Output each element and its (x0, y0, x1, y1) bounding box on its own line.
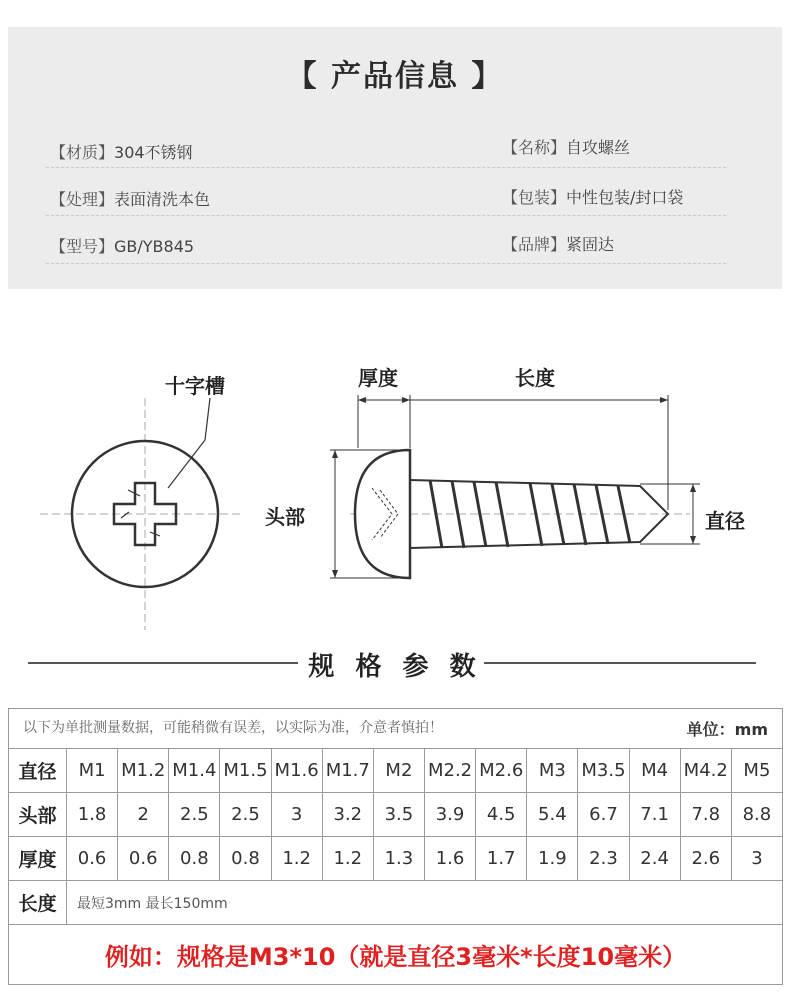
treatment-value: 表面清洗本色 (114, 190, 211, 209)
brand-key: 【品牌】 (502, 235, 567, 254)
model-value: GB/YB845 (114, 237, 195, 256)
screw-diagram (0, 300, 790, 630)
row-header: 头部 (9, 793, 67, 837)
spec-cell: 1.9 (527, 837, 578, 881)
note-text: 以下为单批测量数据，可能稍微有误差，以实际为准，介意者慎拍！ (23, 720, 443, 736)
thickness-row (9, 837, 783, 881)
material-field (50, 140, 193, 163)
spec-cell: 1.7 (476, 837, 527, 881)
example-text: 例如：规格是M3*10（就是直径3毫米*长度10毫米） (9, 925, 783, 985)
spec-cell: M2.6 (476, 749, 527, 793)
spec-cell: 3.5 (373, 793, 424, 837)
head-row (9, 793, 783, 837)
thickness-label: 厚度 (358, 366, 398, 390)
screw-drawing (0, 300, 790, 630)
diameter-label: 直径 (705, 509, 745, 533)
product-info-title: 【 产品信息 】 (286, 59, 504, 94)
spec-cell: 1.8 (67, 793, 118, 837)
package-key: 【包装】 (502, 188, 567, 207)
spec-cell: 1.3 (373, 837, 424, 881)
spec-table (8, 708, 783, 985)
spec-cell: M2.2 (424, 749, 475, 793)
spec-cell: 1.6 (424, 837, 475, 881)
spec-cell: 2.5 (220, 793, 271, 837)
spec-cell: 2.5 (169, 793, 220, 837)
divider (46, 167, 726, 168)
name-value: 自攻螺丝 (566, 138, 631, 157)
material-value: 304不锈钢 (114, 143, 193, 162)
spec-cell: 3.2 (322, 793, 373, 837)
divider (46, 263, 726, 264)
treatment-field (50, 187, 210, 210)
spec-cell: 2.4 (629, 837, 680, 881)
name-key: 【名称】 (502, 138, 567, 157)
spec-cell: M1.5 (220, 749, 271, 793)
spec-cell: M3.5 (578, 749, 629, 793)
spec-cell: 4.5 (476, 793, 527, 837)
spec-title: 规 格 参 数 (308, 652, 482, 682)
spec-cell: M4.2 (680, 749, 731, 793)
diameter-row (9, 749, 783, 793)
spec-cell: 3 (731, 837, 782, 881)
package-field (502, 185, 683, 208)
spec-cell: M1 (67, 749, 118, 793)
name-field (502, 135, 630, 158)
spec-cell: 2.3 (578, 837, 629, 881)
spec-cell: M1.6 (271, 749, 322, 793)
divider (46, 215, 726, 216)
row-header: 厚度 (9, 837, 67, 881)
brand-value: 紧固达 (566, 235, 615, 254)
note-row (9, 709, 783, 749)
package-value: 中性包装/封口袋 (566, 188, 684, 207)
spec-cell: 0.8 (220, 837, 271, 881)
screw-side-view (330, 395, 700, 578)
head-top-view (40, 398, 240, 630)
spec-cell: M2 (373, 749, 424, 793)
unit-text: 单位：mm (686, 720, 768, 739)
spec-cell: 1.2 (322, 837, 373, 881)
spec-cell: M5 (731, 749, 782, 793)
spec-heading (0, 640, 790, 686)
brand-field (502, 232, 614, 255)
spec-cell: 2 (118, 793, 169, 837)
spec-cell: 6.7 (578, 793, 629, 837)
spec-cell: 2.6 (680, 837, 731, 881)
divider (484, 662, 756, 664)
spec-cell: M1.7 (322, 749, 373, 793)
spec-cell: 8.8 (731, 793, 782, 837)
spec-cell: 7.1 (629, 793, 680, 837)
example-row (9, 925, 783, 985)
spec-cell: M3 (527, 749, 578, 793)
model-key: 【型号】 (50, 237, 115, 256)
product-info-panel (8, 27, 782, 289)
cross-slot-label: 十字槽 (165, 374, 225, 398)
spec-cell: 3.9 (424, 793, 475, 837)
spec-cell: 0.6 (67, 837, 118, 881)
spec-cell: M4 (629, 749, 680, 793)
spec-cell: 1.2 (271, 837, 322, 881)
material-key: 【材质】 (50, 143, 115, 162)
treatment-key: 【处理】 (50, 190, 115, 209)
model-field (50, 234, 194, 257)
spec-cell: M1.4 (169, 749, 220, 793)
note-cell (9, 709, 783, 749)
row-header: 直径 (9, 749, 67, 793)
spec-cell: 3 (271, 793, 322, 837)
spec-cell: 0.8 (169, 837, 220, 881)
length-row (9, 881, 783, 925)
head-label: 头部 (265, 505, 305, 529)
length-label: 长度 (515, 366, 555, 390)
spec-cell: 7.8 (680, 793, 731, 837)
spec-cell: 5.4 (527, 793, 578, 837)
spec-cell: 0.6 (118, 837, 169, 881)
length-range: 最短3mm 最长150mm (67, 881, 783, 925)
spec-cell: M1.2 (118, 749, 169, 793)
row-header: 长度 (9, 881, 67, 925)
